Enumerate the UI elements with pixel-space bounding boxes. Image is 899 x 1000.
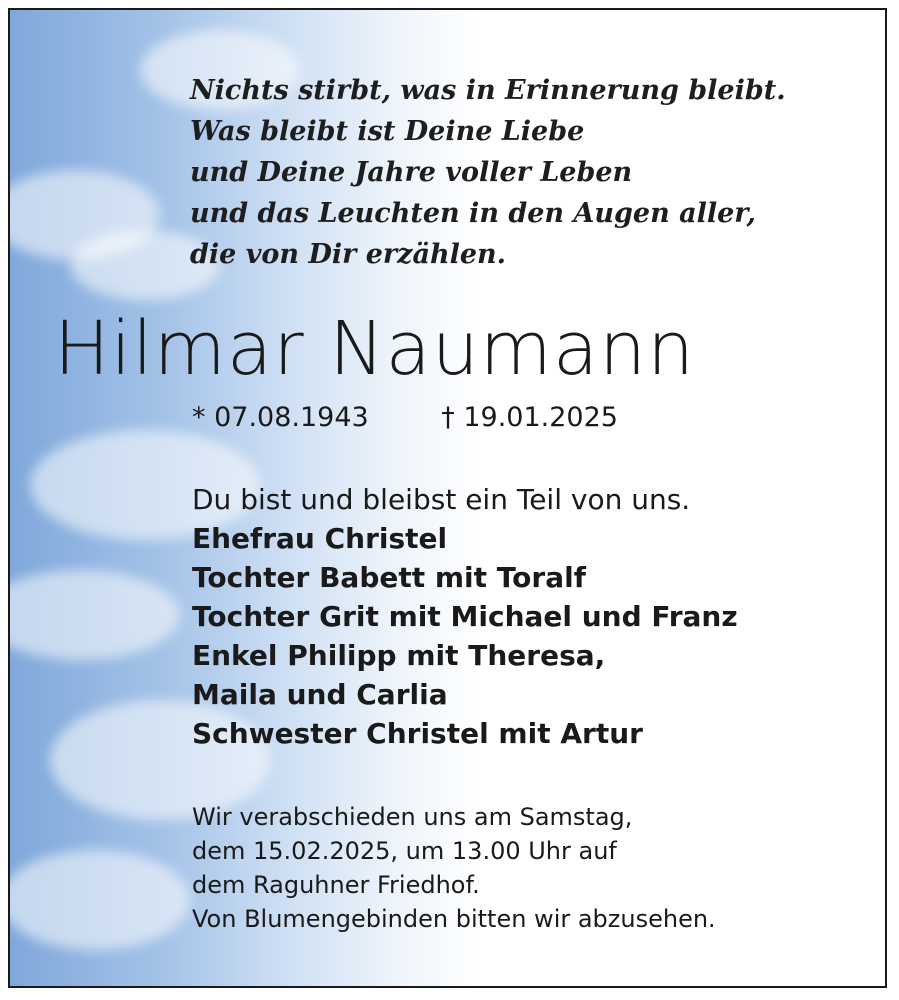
deceased-name: Hilmar Naumann — [54, 306, 695, 392]
birth-date: * 07.08.1943 — [192, 402, 369, 433]
cloud-shape — [8, 570, 180, 660]
funeral-line: Wir verabschieden uns am Samstag, — [192, 803, 633, 831]
funeral-line: Von Blumengebinden bitten wir abzusehen. — [192, 905, 716, 933]
life-dates — [192, 402, 618, 433]
family-member: Ehefrau Christel — [192, 522, 448, 555]
family-signatures — [192, 480, 738, 753]
family-intro: Du bist und bleibst ein Teil von uns. — [192, 483, 691, 516]
verse-line: Nichts stirbt, was in Erinnerung bleibt. — [190, 75, 786, 106]
verse-line: und Deine Jahre voller Leben — [190, 157, 633, 188]
funeral-notice — [192, 800, 716, 936]
death-date: † 19.01.2025 — [441, 402, 618, 433]
verse-line: die von Dir erzählen. — [190, 239, 507, 270]
funeral-line: dem Raguhner Friedhof. — [192, 871, 480, 899]
family-member: Tochter Grit mit Michael und Franz — [192, 600, 738, 633]
family-member: Maila und Carlia — [192, 678, 448, 711]
verse-line: Was bleibt ist Deine Liebe — [190, 116, 585, 147]
funeral-line: dem 15.02.2025, um 13.00 Uhr auf — [192, 837, 617, 865]
cloud-shape — [8, 850, 190, 950]
family-member: Schwester Christel mit Artur — [192, 717, 643, 750]
memorial-verse — [190, 70, 786, 275]
family-member: Enkel Philipp mit Theresa, — [192, 639, 606, 672]
obituary-card — [8, 8, 887, 988]
verse-line: und das Leuchten in den Augen aller, — [190, 198, 756, 229]
family-member: Tochter Babett mit Toralf — [192, 561, 586, 594]
